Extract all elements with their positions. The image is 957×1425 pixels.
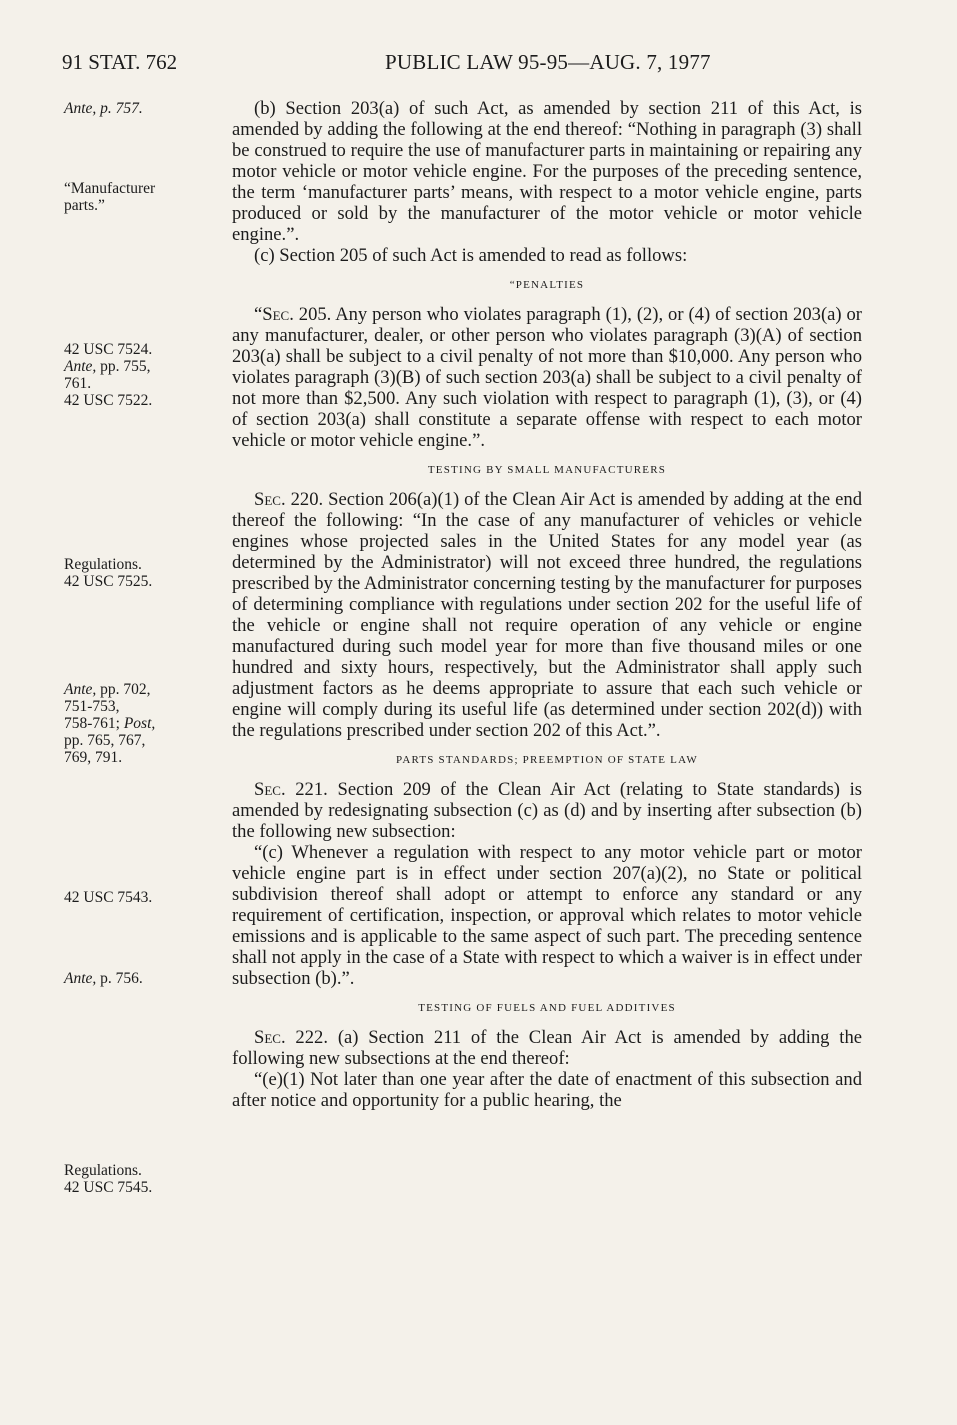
law-title: PUBLIC LAW 95-95—AUG. 7, 1977 (385, 50, 711, 74)
heading-testing-small-manufacturers: TESTING BY SMALL MANUFACTURERS (427, 464, 667, 476)
section-222-subsection-e: “(e)(1) Not later than one year after the date of enactment of this subsection and after notice and opportunity for a public hearing, the (232, 1069, 862, 1111)
page-reference: 91 STAT. 762 (62, 50, 178, 74)
heading-penalties: “PENALTIES (509, 279, 585, 291)
margin-note-42usc7543: 42 USC 7543. (64, 889, 153, 906)
paragraph-b: (b) Section 203(a) of such Act, as amended by section 211 of this Act, is amended by adding the following at the end thereof: “Nothing in paragraph (3) shall be construed to require the use of manufacturer parts in maintaining or repairing any motor vehicle or motor vehicle engine. For the purposes of the preceding sentence, the term ‘manufacturer parts’ means, with respect to a motor vehicle engine, parts produced or sold by the manufacturer of the motor vehicle or motor vehicle engine.”. (232, 98, 862, 245)
section-220: Sec. 220. Section 206(a)(1) of the Clean Air Act is amended by adding at the end thereof the following: “In the case of any manufacturer of vehicles or vehicle engines whose projected sales in the United States for any model year (as determined by the Administrator) will not exceed three hundred, the regulations prescribed by the Administrator concerning testing by the manufacturer for purposes of determining compliance with regulations under section 202 for the useful life of the vehicle or engine shall not require operation of any vehicle or engine manufactured during such model year for more than five thousand miles or one hundred and sixty hours, respectively, but the Administrator shall apply such adjustment factors as he deems appropriate to assure that each such vehicle or engine will comply during its useful life (as determined under section 202(d)) with the regulations prescribed under section 202 of this Act.”. (232, 489, 862, 741)
heading-testing-fuels: TESTING OF FUELS AND FUEL ADDITIVES (418, 1002, 676, 1014)
margin-note-regulations-7525: Regulations. 42 USC 7525. (64, 556, 153, 590)
heading-parts-standards: PARTS STANDARDS; PREEMPTION OF STATE LAW (396, 754, 698, 766)
section-222: Sec. 222. (a) Section 211 of the Clean Air Act is amended by adding the following new subsections at the end thereof: (232, 1027, 863, 1069)
statute-text-column (232, 98, 862, 1111)
section-205: “Sec. 205. Any person who violates paragraph (1), (2), or (4) of section 203(a) or any manufacturer, dealer, or other person who violates paragraph (3)(A) of section 203(a) shall be subject to a civil penalty of not more than $10,000. Any person who violates paragraph (3)(B) of such section 203(a) shall be subject to a civil penalty of not more than $2,500. Any such violation with respect to paragraph (1), (3), or (4) of section 203(a) shall constitute a separate offense with respect to each motor vehicle or motor vehicle engine.”. (232, 304, 862, 451)
section-221-subsection-c: “(c) Whenever a regulation with respect to any motor vehicle part or motor vehicle engine part is in effect under section 207(a)(2), no State or political subdivision thereof shall adopt or attempt to enforce any standard or any requirement of certification, inspection, or approval which relates to motor vehicle emissions and is applicable to the same aspect of such part. The preceding sentence shall not apply in the case of a State with respect to which a waiver is in effect under subsection (b).”. (232, 842, 862, 989)
margin-note-manufacturer-parts: “Manufacturer parts.” (64, 180, 156, 214)
section-221: Sec. 221. Section 209 of the Clean Air Act (relating to State standards) is amended by redesignating subsection (c) as (d) and by inserting after subsection (b) the following new subsection: (232, 779, 862, 842)
margin-note-regulations-7545: Regulations. 42 USC 7545. (64, 1162, 153, 1196)
paragraph-c: (c) Section 205 of such Act is amended to read as follows: (254, 245, 688, 266)
margin-note-ante-757: Ante, p. 757. (64, 100, 143, 117)
margin-note-ante-756: Ante, p. 756. (64, 970, 143, 987)
margin-note-ante-702: Ante, pp. 702, 751-753, 758-761; Post, pp. 765, 767, 769, 791. (64, 681, 156, 766)
margin-note-42usc7524: 42 USC 7524. Ante, pp. 755, 761. 42 USC 7522. (64, 341, 153, 409)
